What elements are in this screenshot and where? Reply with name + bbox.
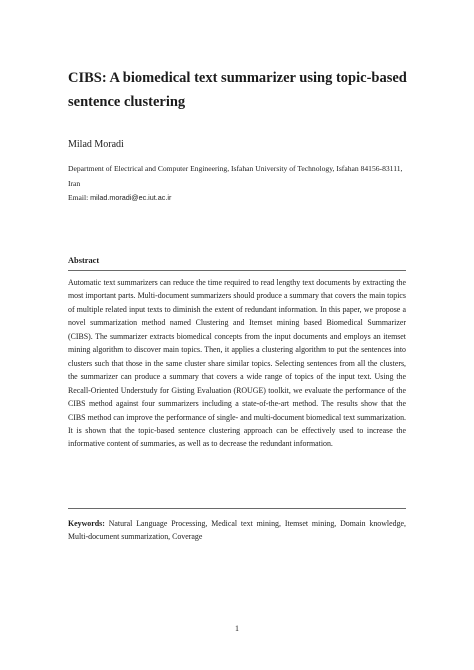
abstract-top-rule (68, 270, 406, 271)
affiliation-text: Department of Electrical and Computer Engineering, Isfahan University of Technology, Isfahan 84156-83111, Iran (68, 164, 403, 188)
author-affiliation-block (68, 162, 408, 206)
author-name: Milad Moradi (68, 139, 124, 150)
abstract-text: Automatic text summarizers can reduce the time required to read lengthy text documents by extracting the most important parts. Multi-document summarizers should produce a summary that covers the main topics of multiple related input texts to diminish the extent of redundant information. In this paper, we propose a novel summarization method named Clustering and Itemset mining based Biomedical Summarizer (CIBS). The summarizer extracts biomedical concepts from the input documents and employs an itemset mining algorithm to discover main topics. Then, it applies a clustering algorithm to put the sentences into clusters such that those in the same cluster share similar topics. Selecting sentences from all the clusters, the summarizer can produce a summary that covers a wide range of topics of the input text. Using the Recall-Oriented Understudy for Gisting Evaluation (ROUGE) toolkit, we evaluate the performance of the CIBS method against four summarizers including a state-of-the-art method. The results show that the CIBS method can improve the performance of single- and multi-document biomedical text summarization. It is shown that the topic-based sentence clustering approach can be effectively used to increase the informative content of summaries, as well as to decrease the redundant information. (68, 278, 406, 449)
paper-title: CIBS: A biomedical text summarizer using topic-based sentence clustering (68, 70, 407, 110)
email-address: milad.moradi@ec.iut.ac.ir (90, 193, 172, 202)
keywords-label: Keywords: (68, 519, 105, 528)
keywords-text: Natural Language Processing, Medical text mining, Itemset mining, Domain knowledge, Multi-document summarization, Coverage (68, 519, 406, 542)
keywords-block (68, 517, 406, 544)
page-number: 1 (235, 624, 239, 633)
abstract-heading: Abstract (68, 256, 100, 265)
abstract-bottom-rule (68, 508, 406, 509)
email-label: Email: (68, 193, 91, 202)
